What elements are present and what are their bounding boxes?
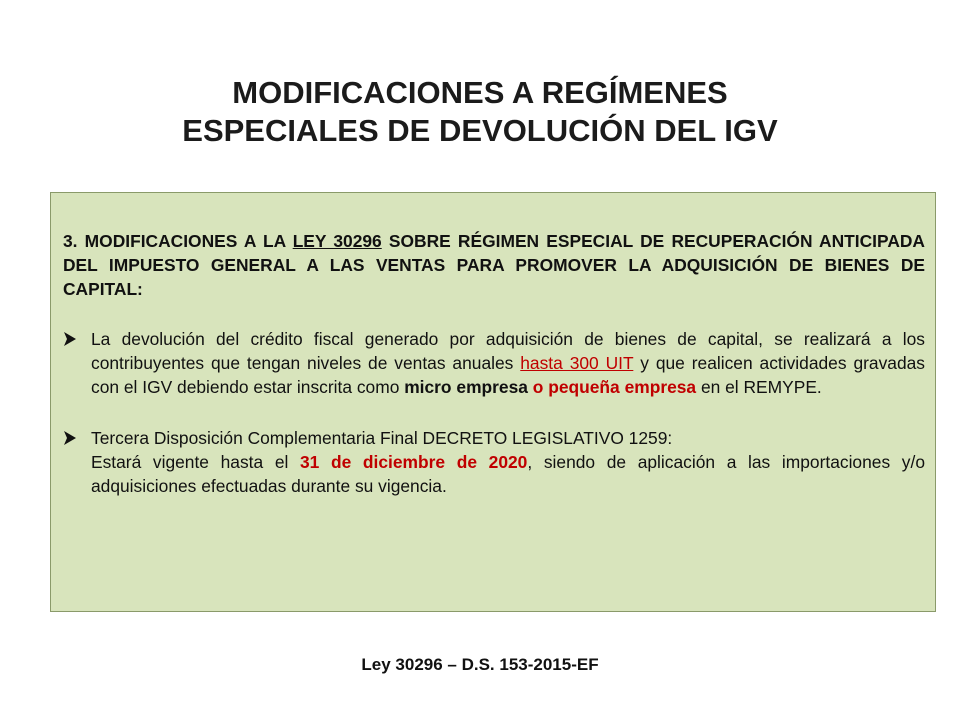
bullet-1-text-c: en el REMYPE. bbox=[696, 377, 822, 397]
heading-text-pre: 3. MODIFICACIONES A LA bbox=[63, 231, 293, 251]
bullet-item-vigencia bbox=[63, 426, 925, 498]
arrow-right-icon bbox=[63, 426, 85, 452]
section-heading bbox=[63, 229, 925, 301]
micro-empresa-text: micro empresa bbox=[404, 377, 528, 397]
footer-reference: Ley 30296 – D.S. 153-2015-EF bbox=[361, 655, 599, 674]
highlight-300-uit: hasta 300 UIT bbox=[520, 353, 634, 373]
heading-text-post: SOBRE RÉGIMEN ESPECIAL DE RECUPERACIÓN ANTICIPADA DEL IMPUESTO GENERAL A LAS VENTAS PARA PROMOVER LA ADQUISICIÓN DE BIENES DE CAPITAL: bbox=[63, 231, 925, 299]
bullet-2-text-b: , siendo de aplicación a las importaciones y/o adquisiciones efectuadas durante su vigencia. bbox=[91, 452, 925, 496]
content-panel bbox=[50, 192, 936, 612]
bullet-2-line-1: Tercera Disposición Complementaria Final DECRETO LEGISLATIVO 1259: bbox=[91, 428, 673, 448]
arrow-right-icon bbox=[63, 327, 85, 353]
pequena-empresa-text: o pequeña empresa bbox=[527, 377, 697, 397]
bullet-1-text-b: y que realicen actividades gravadas con el IGV debiendo estar inscrita como bbox=[91, 353, 925, 397]
title-line-1: MODIFICACIONES A REGÍMENES bbox=[232, 75, 728, 110]
bullet-1-text-a: La devolución del crédito fiscal generado por adquisición de bienes de capital, se realizará a los contribuyentes que tengan niveles de ventas anuales bbox=[91, 329, 925, 373]
panel-content bbox=[63, 229, 925, 498]
title-line-2: ESPECIALES DE DEVOLUCIÓN DEL IGV bbox=[182, 113, 778, 148]
bullet-2-text-a: Estará vigente hasta el bbox=[91, 452, 300, 472]
bullet-item-devolucion bbox=[63, 327, 925, 399]
vigencia-date: 31 de diciembre de 2020 bbox=[300, 452, 528, 472]
law-reference: LEY 30296 bbox=[292, 231, 382, 251]
page-title bbox=[80, 74, 880, 150]
